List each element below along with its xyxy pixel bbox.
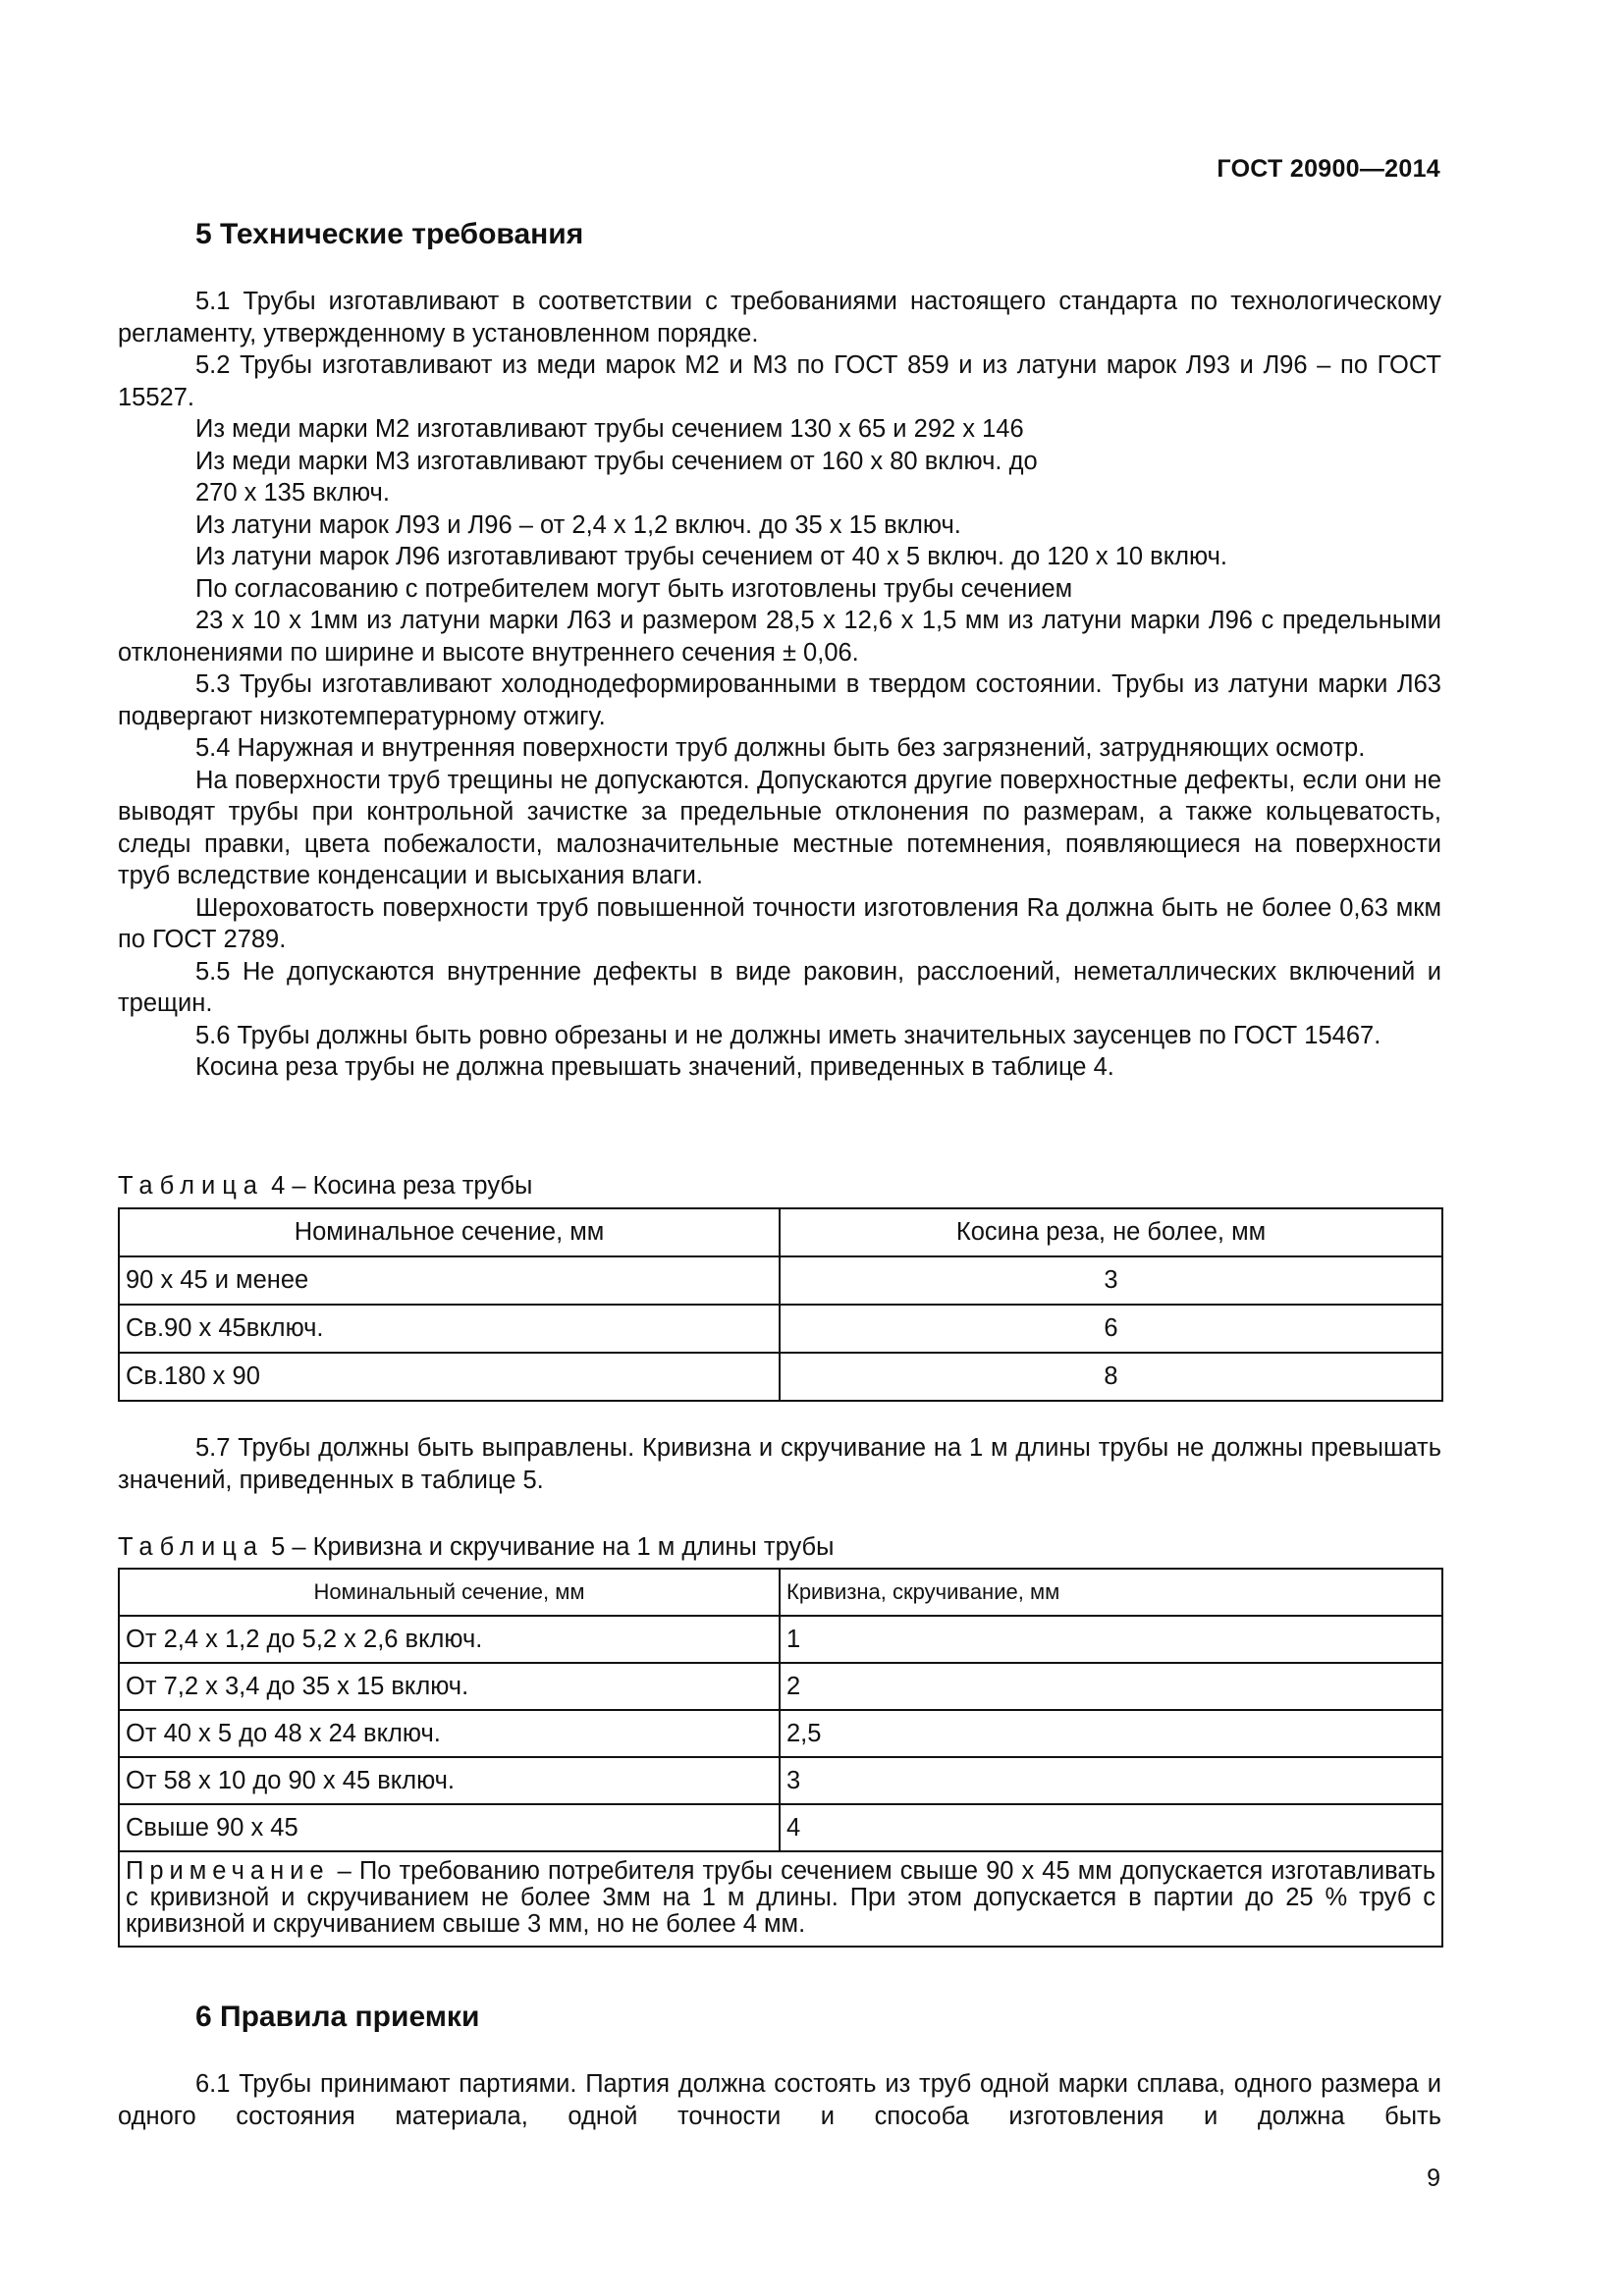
table-5-caption-title: 5 – Кривизна и скручивание на 1 м длины трубы (271, 1533, 835, 1561)
table-cell: 3 (780, 1256, 1442, 1305)
table-cell: 4 (780, 1804, 1442, 1851)
table-cell: 2 (780, 1663, 1442, 1710)
section-6-body (118, 2068, 1441, 2132)
table-cell: 2,5 (780, 1710, 1442, 1757)
paragraph-5-7-block (118, 1432, 1441, 1496)
table-4-caption-word: Таблица (118, 1172, 264, 1200)
table-row (119, 1305, 1442, 1353)
paragraph-6-1: 6.1 Трубы принимают партиями. Партия должна состоять из труб одной марки сплава, одного размера и одного состояния материала, одной точности и способа изготовления и должна быть (118, 2070, 1441, 2130)
table-row (119, 1663, 1442, 1710)
paragraph-cut-skew: Косина реза трубы не должна превышать значений, приведенных в таблице 4. (195, 1053, 1114, 1081)
table-cell: От 40 х 5 до 48 х 24 включ. (119, 1710, 780, 1757)
table-cell: 6 (780, 1305, 1442, 1353)
table-4-caption-title: 4 – Косина реза трубы (271, 1172, 533, 1200)
paragraph-5-6: 5.6 Трубы должны быть ровно обрезаны и не должны иметь значительных заусенцев по ГОСТ 15467. (195, 1021, 1381, 1049)
paragraph-l93: Из латуни марок Л93 и Л96 – от 2,4 х 1,2 включ. до 35 х 15 включ. (195, 510, 961, 539)
paragraph-m3-cont: 270 х 135 включ. (195, 479, 390, 507)
table-row (119, 1804, 1442, 1851)
section-5-body (118, 286, 1441, 1084)
table-4-header-cell: Косина реза, не более, мм (780, 1208, 1442, 1256)
table-4 (118, 1207, 1443, 1402)
table-cell: 8 (780, 1353, 1442, 1401)
table-4-header-row (119, 1208, 1442, 1256)
table-cell: 1 (780, 1616, 1442, 1663)
table-cell: От 2,4 х 1,2 до 5,2 х 2,6 включ. (119, 1616, 780, 1663)
table-5 (118, 1568, 1443, 1948)
paragraph-5-1: 5.1 Трубы изготавливают в соответствии с требованиями настоящего стандарта по технологическому регламенту, утвержденному в установленном порядке. (118, 288, 1441, 347)
paragraph-5-7: 5.7 Трубы должны быть выправлены. Кривизна и скручивание на 1 м длины трубы не должны превышать значений, приведенных в таблице 5. (118, 1434, 1441, 1494)
note-text: – По требованию потребителя трубы сечением свыше 90 х 45 мм допускается изготавливать с кривизной и скручиванием не более 3мм на 1 м длины. При этом допускается в партии до 25 % труб с кривизной и скручиванием свыше 3 мм, но не более 4 мм. (126, 1857, 1435, 1938)
paragraph-l63: 23 х 10 х 1мм из латуни марки Л63 и размером 28,5 х 12,6 х 1,5 мм из латуни марки Л96 с предельными отклонениями по ширине и высоте внутреннего сечения ± 0,06. (118, 607, 1441, 667)
table-cell: От 58 х 10 до 90 х 45 включ. (119, 1757, 780, 1804)
paragraph-m2: Из меди марки М2 изготавливают трубы сечением 130 х 65 и 292 х 146 (195, 415, 1024, 443)
section-5-title: 5 Технические требования (195, 218, 584, 250)
paragraph-agreement: По согласованию с потребителем могут быть изготовлены трубы сечением (195, 574, 1073, 603)
table-cell: Св.90 х 45включ. (119, 1305, 780, 1353)
table-cell: Св.180 х 90 (119, 1353, 780, 1401)
table-4-header-cell: Номинальное сечение, мм (119, 1208, 780, 1256)
paragraph-5-5: 5.5 Не допускаются внутренние дефекты в виде раковин, расслоений, неметаллических включений и трещин. (118, 957, 1441, 1017)
table-5-header-row (119, 1569, 1442, 1616)
table-row (119, 1353, 1442, 1401)
table-row (119, 1256, 1442, 1305)
paragraph-m3: Из меди марки М3 изготавливают трубы сечением от 160 х 80 включ. до (195, 447, 1038, 475)
paragraph-roughness: Шероховатость поверхности труб повышенной точности изготовления Ra должна быть не более 0,63 мкм по ГОСТ 2789. (118, 893, 1441, 953)
table-5-caption-word: Таблица (118, 1533, 264, 1561)
paragraph-5-2: 5.2 Трубы изготавливают из меди марок М2 и М3 по ГОСТ 859 и из латуни марок Л93 и Л96 – по ГОСТ 15527. (118, 351, 1441, 411)
table-5-note-row (119, 1851, 1442, 1947)
section-6-title: 6 Правила приемки (195, 2001, 480, 2033)
table-5-header-cell: Кривизна, скручивание, мм (780, 1569, 1442, 1616)
table-cell: От 7,2 х 3,4 до 35 х 15 включ. (119, 1663, 780, 1710)
document-code: ГОСТ 20900—2014 (1217, 155, 1440, 183)
paragraph-5-4: 5.4 Наружная и внутренняя поверхности труб должны быть без загрязнений, затрудняющих осмотр. (195, 734, 1366, 762)
table-5-note (119, 1851, 1442, 1947)
table-5-caption (118, 1533, 834, 1562)
table-row (119, 1757, 1442, 1804)
table-4-caption (118, 1172, 532, 1201)
table-row (119, 1616, 1442, 1663)
paragraph-defects: На поверхности труб трещины не допускаются. Допускаются другие поверхностные дефекты, если они не выводят трубы при контрольной зачистке за предельные отклонения по размерам, а также кольцеватость, следы правки, цвета побежалости, малозначительные местные потемнения, появляющиеся на поверхности труб вследствие конденсации и высыхания влаги. (118, 766, 1441, 889)
table-cell: 3 (780, 1757, 1442, 1804)
note-label: Примечание (126, 1857, 330, 1885)
paragraph-5-3: 5.3 Трубы изготавливают холоднодеформированными в твердом состоянии. Трубы из латуни марки Л63 подвергают низкотемпературному отжигу. (118, 670, 1441, 730)
table-5-header-cell: Номинальный сечение, мм (119, 1569, 780, 1616)
table-row (119, 1710, 1442, 1757)
paragraph-l96: Из латуни марок Л96 изготавливают трубы сечением от 40 х 5 включ. до 120 х 10 включ. (195, 543, 1227, 570)
page-number: 9 (1427, 2164, 1440, 2192)
table-cell: 90 х 45 и менее (119, 1256, 780, 1305)
table-cell: Свыше 90 х 45 (119, 1804, 780, 1851)
